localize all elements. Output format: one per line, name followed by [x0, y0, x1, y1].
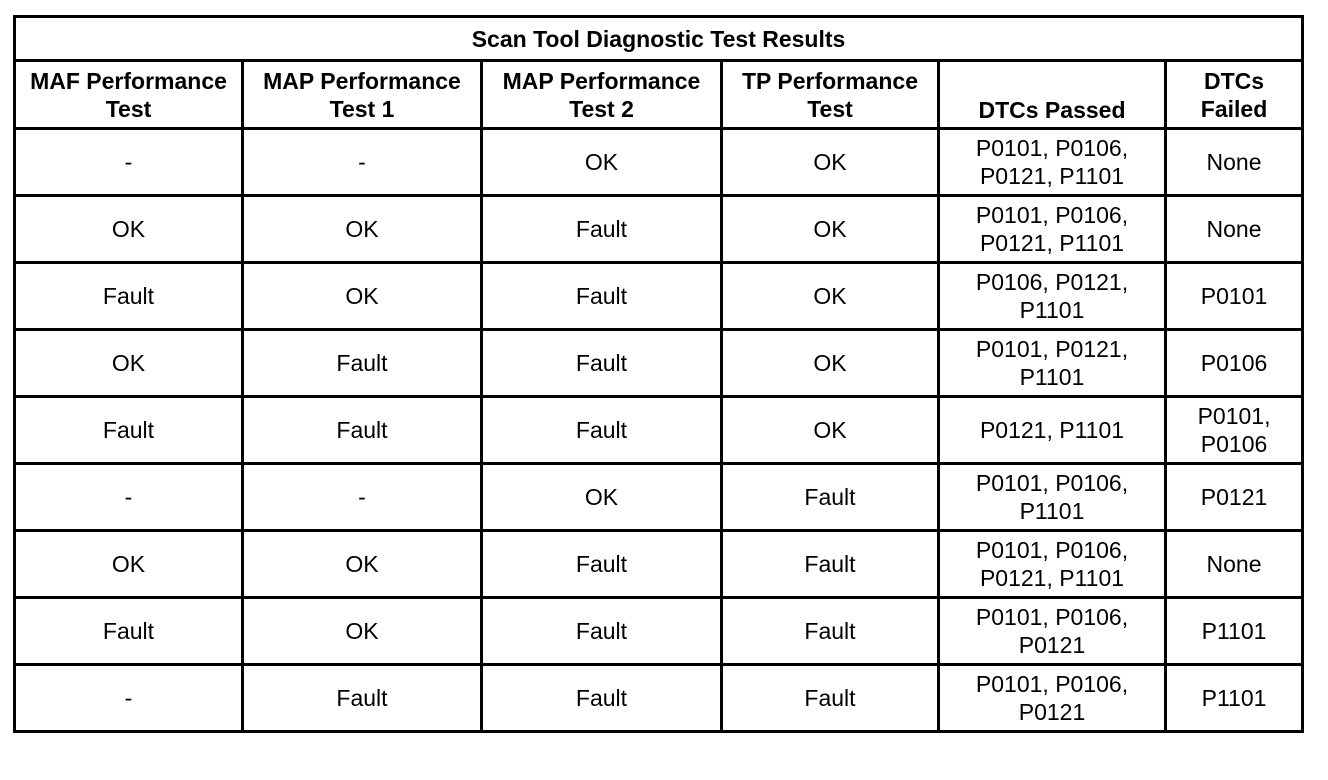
table-row	[15, 531, 1303, 598]
table-cell: OK	[722, 397, 939, 464]
table-cell: Fault	[482, 397, 722, 464]
column-header: MAP Performance Test 2	[482, 61, 722, 129]
table-cell: Fault	[722, 464, 939, 531]
table-cell: None	[1166, 196, 1303, 263]
table-title-row	[15, 17, 1303, 61]
table-cell: Fault	[722, 665, 939, 732]
table-cell: P0101, P0106, P0121, P1101	[939, 196, 1166, 263]
table-cell: P0101, P0106, P1101	[939, 464, 1166, 531]
table-cell: -	[15, 464, 243, 531]
column-header: MAP Performance Test 1	[243, 61, 482, 129]
table-cell: P0101, P0106	[1166, 397, 1303, 464]
table-cell: Fault	[482, 263, 722, 330]
table-cell: Fault	[15, 598, 243, 665]
table-cell: -	[15, 665, 243, 732]
table-cell: -	[243, 464, 482, 531]
table-row	[15, 196, 1303, 263]
table-cell: OK	[722, 263, 939, 330]
table-cell: Fault	[482, 665, 722, 732]
table-cell: P1101	[1166, 598, 1303, 665]
table-row	[15, 397, 1303, 464]
table-cell: Fault	[243, 665, 482, 732]
table-cell: P0121	[1166, 464, 1303, 531]
table-cell: None	[1166, 531, 1303, 598]
table-body	[15, 129, 1303, 732]
results-table-container	[13, 15, 1301, 733]
table-cell: P0101, P0106, P0121	[939, 665, 1166, 732]
column-header: DTCs Passed	[939, 61, 1166, 129]
table-row	[15, 330, 1303, 397]
table-cell: P1101	[1166, 665, 1303, 732]
table-cell: None	[1166, 129, 1303, 196]
table-cell: OK	[722, 330, 939, 397]
table-row	[15, 263, 1303, 330]
table-row	[15, 598, 1303, 665]
table-cell: OK	[482, 464, 722, 531]
table-cell: Fault	[722, 598, 939, 665]
table-cell: P0106	[1166, 330, 1303, 397]
table-cell: OK	[722, 129, 939, 196]
table-cell: Fault	[243, 397, 482, 464]
table-cell: -	[243, 129, 482, 196]
table-cell: -	[15, 129, 243, 196]
table-cell: P0101, P0106, P0121, P1101	[939, 531, 1166, 598]
column-header: MAF Performance Test	[15, 61, 243, 129]
table-cell: Fault	[482, 531, 722, 598]
table-cell: P0101, P0106, P0121	[939, 598, 1166, 665]
table-title: Scan Tool Diagnostic Test Results	[15, 17, 1303, 61]
table-cell: P0106, P0121, P1101	[939, 263, 1166, 330]
table-cell: Fault	[15, 397, 243, 464]
table-cell: Fault	[482, 598, 722, 665]
table-cell: OK	[243, 598, 482, 665]
table-cell: OK	[15, 196, 243, 263]
table-row	[15, 464, 1303, 531]
table-cell: Fault	[482, 330, 722, 397]
diagnostic-results-table	[13, 15, 1304, 733]
table-cell: OK	[243, 196, 482, 263]
table-cell: P0121, P1101	[939, 397, 1166, 464]
table-cell: P0101	[1166, 263, 1303, 330]
column-header: DTCs Failed	[1166, 61, 1303, 129]
table-cell: OK	[243, 531, 482, 598]
column-header: TP Performance Test	[722, 61, 939, 129]
table-cell: P0101, P0121, P1101	[939, 330, 1166, 397]
table-header-row	[15, 61, 1303, 129]
table-row	[15, 665, 1303, 732]
table-cell: OK	[482, 129, 722, 196]
table-cell: Fault	[482, 196, 722, 263]
table-cell: P0101, P0106, P0121, P1101	[939, 129, 1166, 196]
table-cell: OK	[15, 330, 243, 397]
table-cell: Fault	[15, 263, 243, 330]
table-cell: OK	[15, 531, 243, 598]
table-row	[15, 129, 1303, 196]
table-cell: Fault	[722, 531, 939, 598]
table-cell: OK	[722, 196, 939, 263]
table-cell: OK	[243, 263, 482, 330]
table-cell: Fault	[243, 330, 482, 397]
